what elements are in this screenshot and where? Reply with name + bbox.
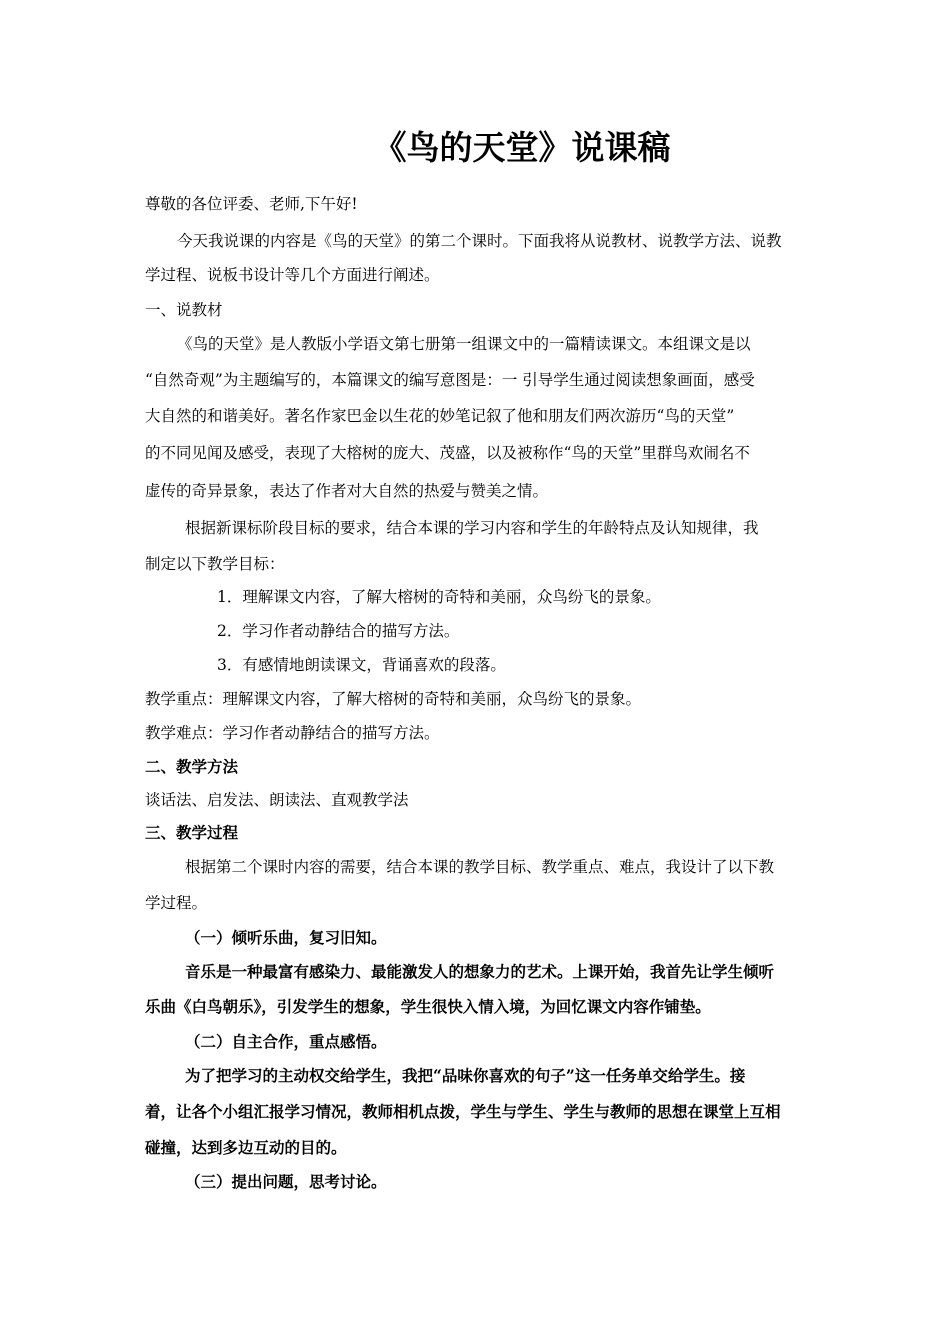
greeting: 尊敬的各位评委、老师,下午好! [145,195,358,213]
paragraph-line: 碰撞，达到多边互动的目的。 [145,1138,347,1157]
paragraph-line: “自然奇观”为主题编写的，本篇课文的编写意图是：一 引导学生通过阅读想象画面，感受 [145,371,755,389]
paragraph-line: 根据新课标阶段目标的要求，结合本课的学习内容和学生的年龄特点及认知规律，我 [185,519,759,537]
step-heading: （一）倾听乐曲，复习旧知。 [185,928,387,947]
paragraph-line: 乐曲《白鸟朝乐》，引发学生的想象，学生很快入情入境，为回忆课文内容作铺垫。 [145,997,711,1016]
step-heading: （二）自主合作，重点感悟。 [185,1032,387,1051]
section-heading: 二、教学方法 [145,757,239,776]
paragraph-line: 的不同见闻及感受，表现了大榕树的庞大、茂盛，以及被称作“鸟的天堂”里群鸟欢闹名不 [145,444,750,462]
intro-line: 学过程、说板书设计等几个方面进行阐述。 [145,266,440,284]
paragraph-line: 音乐是一种最富有感染力、最能激发人的想象力的艺术。上课开始，我首先让学生倾听 [185,962,775,981]
difficult-point: 教学难点：学习作者动静结合的描写方法。 [145,724,440,742]
paragraph-line: 制定以下教学目标： [145,555,285,573]
paragraph-line: 大自然的和谐美好。著名作家巴金以生花的妙笔记叙了他和朋友们两次游历“鸟的天堂” [145,407,735,425]
paragraph-line: 为了把学习的主动权交给学生，我把“品味你喜欢的句子”这一任务单交给学生。接 [185,1066,746,1085]
goal-item: 3．有感情地朗读课文，背诵喜欢的段落。 [217,656,506,674]
goal-item: 2．学习作者动静结合的描写方法。 [217,622,460,640]
goal-item: 1．理解课文内容，了解大榕树的奇特和美丽，众鸟纷飞的景象。 [217,588,661,606]
paragraph-line: 学过程。 [145,894,208,912]
methods-text: 谈话法、启发法、朗读法、直观教学法 [145,791,409,809]
section-heading: 三、教学过程 [145,823,239,842]
paragraph-line: 根据第二个课时内容的需要，结合本课的教学目标、教学重点、难点，我设计了以下教 [185,858,775,876]
paragraph-line: 着，让各个小组汇报学习情况，教师相机点拨，学生与学生、学生与教师的思想在课堂上互相 [145,1102,781,1121]
paragraph-line: 虚传的奇异景象，表达了作者对大自然的热爱与赞美之情。 [145,482,549,500]
step-heading: （三）提出问题，思考讨论。 [185,1172,387,1191]
intro-line: 今天我说课的内容是《鸟的天堂》的第二个课时。下面我将从说教材、说教学方法、说教 [177,232,782,250]
section-heading: 一、说教材 [145,301,223,319]
key-point: 教学重点：理解课文内容，了解大榕树的奇特和美丽，众鸟纷飞的景象。 [145,690,642,708]
paragraph-line: 《鸟的天堂》是人教版小学语文第七册第一组课文中的一篇精读课文。本组课文是以 [177,335,751,353]
document-title: 《鸟的天堂》说课稿 [373,128,671,167]
